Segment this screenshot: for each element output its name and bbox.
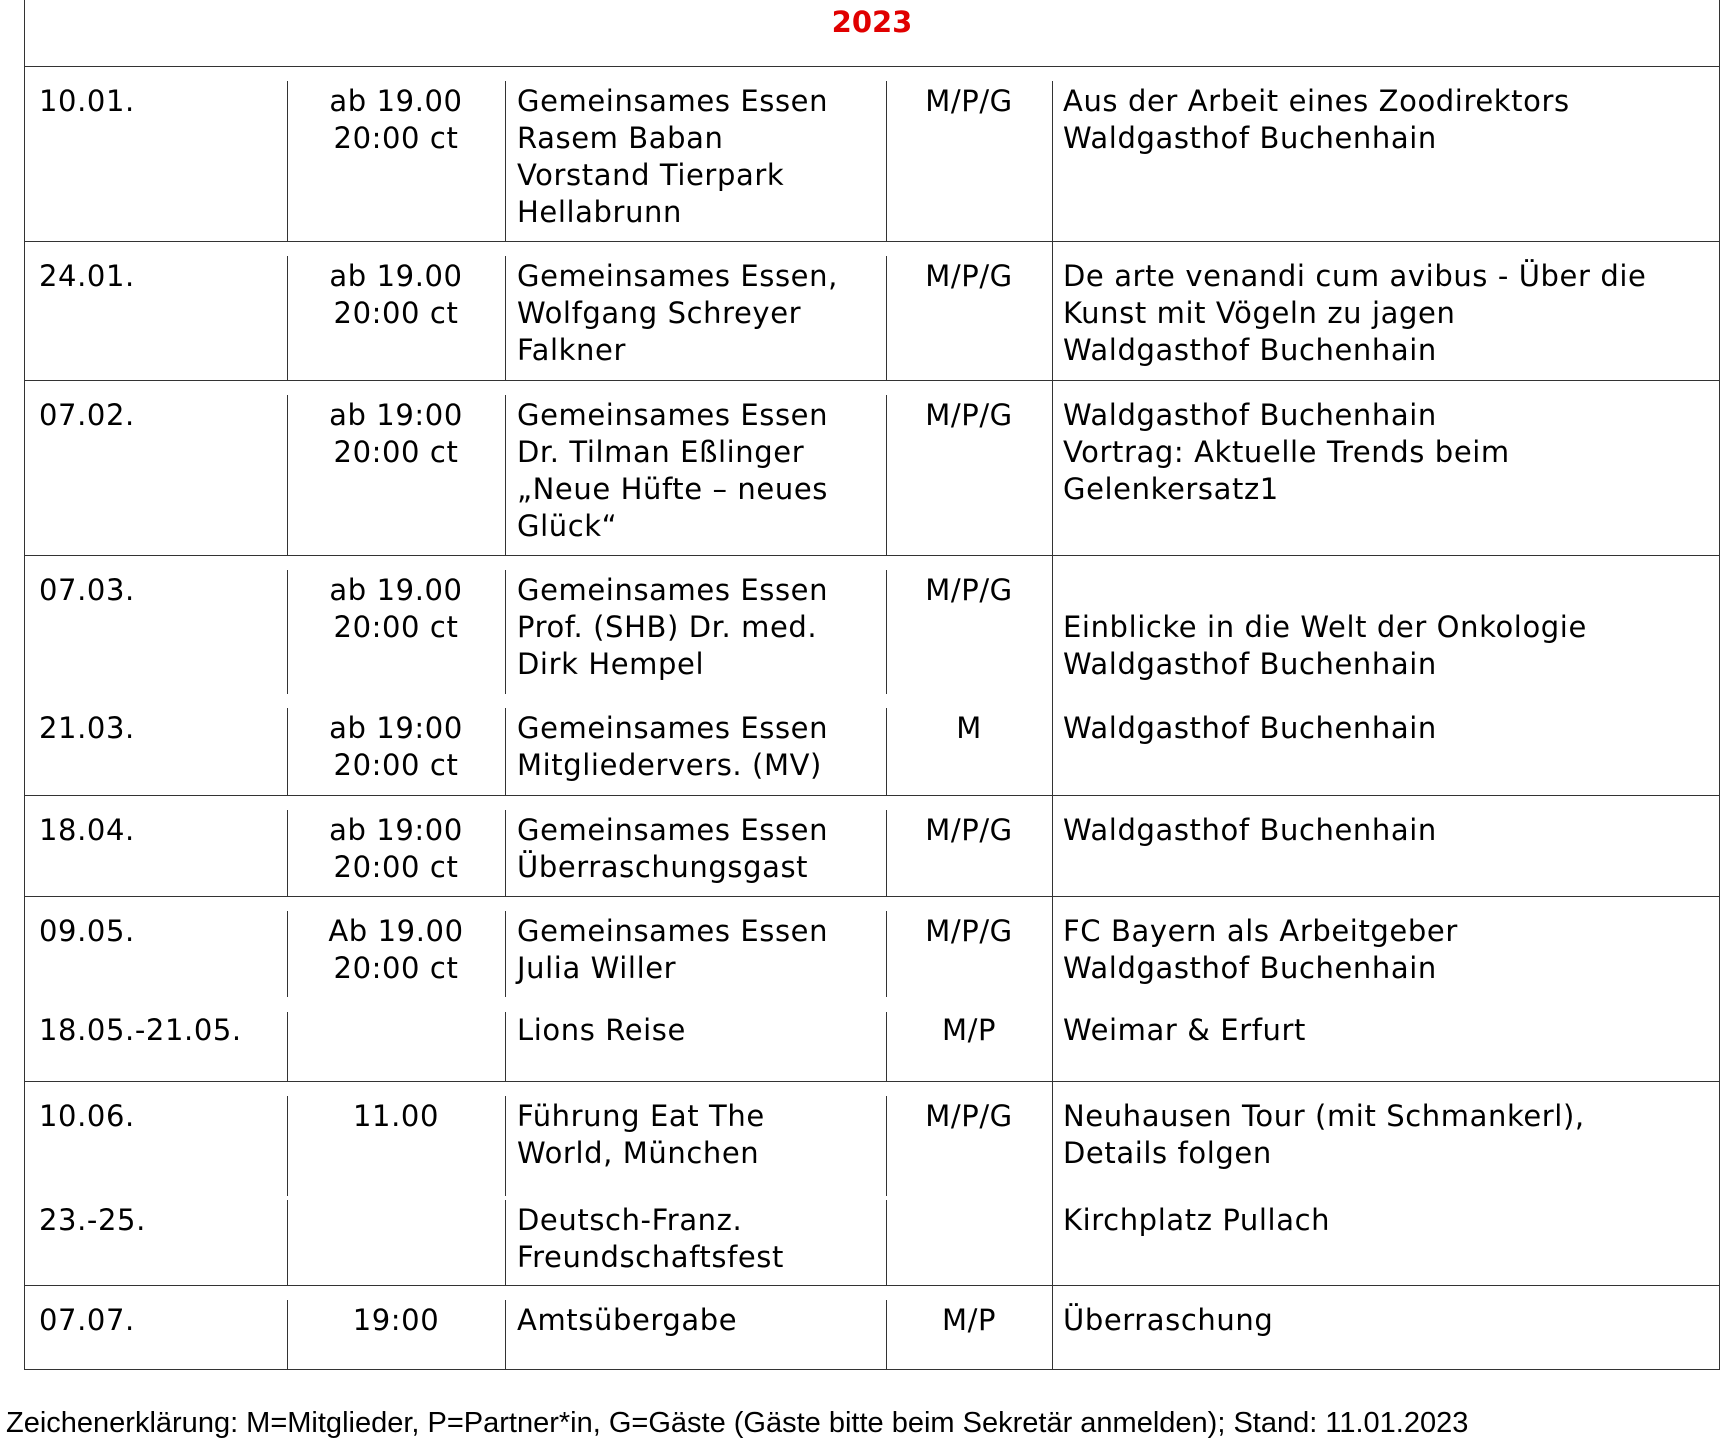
table-row-group <box>25 1286 1719 1369</box>
table-row-group <box>25 381 1719 556</box>
event-cell: Gemeinsames Essen Julia Willer <box>517 914 829 985</box>
table-row-group <box>25 897 1719 1082</box>
attendees-cell: M/P/G <box>925 259 1013 293</box>
details-cell: Kirchplatz Pullach <box>1063 1203 1331 1237</box>
legend-note: Zeichenerklärung: M=Mitglieder, P=Partner*in, G=Gäste (Gäste bitte beim Sekretär anmelden); Stand: 11.01.2023 <box>6 1407 1469 1439</box>
details-cell: Weimar & Erfurt <box>1063 1013 1306 1047</box>
event-cell: Gemeinsames Essen Dr. Tilman Eßlinger „Neue Hüfte – neues Glück“ <box>517 398 829 543</box>
attendees-cell: M/P/G <box>925 914 1013 948</box>
attendees-cell: M/P <box>941 1013 997 1047</box>
details-cell: Aus der Arbeit eines Zoodirektors Waldgasthof Buchenhain <box>1063 84 1570 155</box>
time-cell: 11.00 <box>352 1099 440 1133</box>
date-cell: 24.01. <box>39 259 135 293</box>
details-cell: Neuhausen Tour (mit Schmankerl), Details folgen <box>1063 1099 1585 1170</box>
attendees-cell: M/P/G <box>925 573 1013 607</box>
attendees-cell: M/P/G <box>925 84 1013 118</box>
event-cell: Gemeinsames Essen, Wolfgang Schreyer Falkner <box>517 259 838 367</box>
event-cell: Gemeinsames Essen Prof. (SHB) Dr. med. Dirk Hempel <box>517 573 829 681</box>
table-row-group <box>25 1082 1719 1286</box>
event-cell: Gemeinsames Essen Überraschungsgast <box>517 813 829 884</box>
time-cell: ab 19:00 20:00 ct <box>329 813 463 884</box>
event-cell: Gemeinsames Essen Rasem Baban Vorstand Tierpark Hellabrunn <box>517 84 829 229</box>
date-cell: 23.-25. <box>39 1203 146 1237</box>
date-cell: 07.07. <box>39 1303 135 1337</box>
event-cell: Amtsübergabe <box>517 1303 738 1337</box>
year-title: 2023 <box>25 0 1719 67</box>
details-cell: Einblicke in die Welt der Onkologie Waldgasthof Buchenhain <box>1063 610 1587 681</box>
table-row-group <box>25 242 1719 381</box>
attendees-cell: M/P/G <box>925 398 1013 432</box>
event-cell: Gemeinsames Essen Mitgliedervers. (MV) <box>517 711 829 782</box>
date-cell: 10.06. <box>39 1099 135 1133</box>
table-row-group <box>25 796 1719 897</box>
time-cell: ab 19.00 20:00 ct <box>329 259 463 330</box>
time-cell: 19:00 <box>352 1303 440 1337</box>
time-cell: Ab 19.00 20:00 ct <box>328 914 464 985</box>
details-cell: De arte venandi cum avibus - Über die Kunst mit Vögeln zu jagen Waldgasthof Buchenhain <box>1063 259 1647 367</box>
date-cell: 21.03. <box>39 711 135 745</box>
table-row-group <box>25 556 1719 796</box>
schedule-table <box>24 0 1720 1370</box>
event-cell: Lions Reise <box>517 1013 686 1047</box>
attendees-cell: M <box>956 711 982 745</box>
time-cell: ab 19:00 20:00 ct <box>329 398 463 469</box>
details-cell: Überraschung <box>1063 1303 1274 1337</box>
time-cell: ab 19:00 20:00 ct <box>329 711 463 782</box>
date-cell: 10.01. <box>39 84 135 118</box>
date-cell: 09.05. <box>39 914 135 948</box>
time-cell: ab 19.00 20:00 ct <box>329 573 463 644</box>
details-cell: Waldgasthof Buchenhain <box>1063 711 1437 745</box>
details-cell: Waldgasthof Buchenhain Vortrag: Aktuelle Trends beim Gelenkersatz1 <box>1063 398 1510 506</box>
date-cell: 18.05.-21.05. <box>39 1013 242 1047</box>
attendees-cell: M/P/G <box>925 1099 1013 1133</box>
attendees-cell: M/P/G <box>925 813 1013 847</box>
date-cell: 07.02. <box>39 398 135 432</box>
table-row-group <box>25 67 1719 242</box>
time-cell: ab 19.00 20:00 ct <box>329 84 463 155</box>
date-cell: 07.03. <box>39 573 135 607</box>
attendees-cell: M/P <box>941 1303 997 1337</box>
date-cell: 18.04. <box>39 813 135 847</box>
details-cell: Waldgasthof Buchenhain <box>1063 813 1437 847</box>
details-cell: FC Bayern als Arbeitgeber Waldgasthof Buchenhain <box>1063 914 1458 985</box>
event-cell: Führung Eat The World, München <box>517 1099 765 1170</box>
event-cell: Deutsch-Franz. Freundschaftsfest <box>517 1203 784 1274</box>
